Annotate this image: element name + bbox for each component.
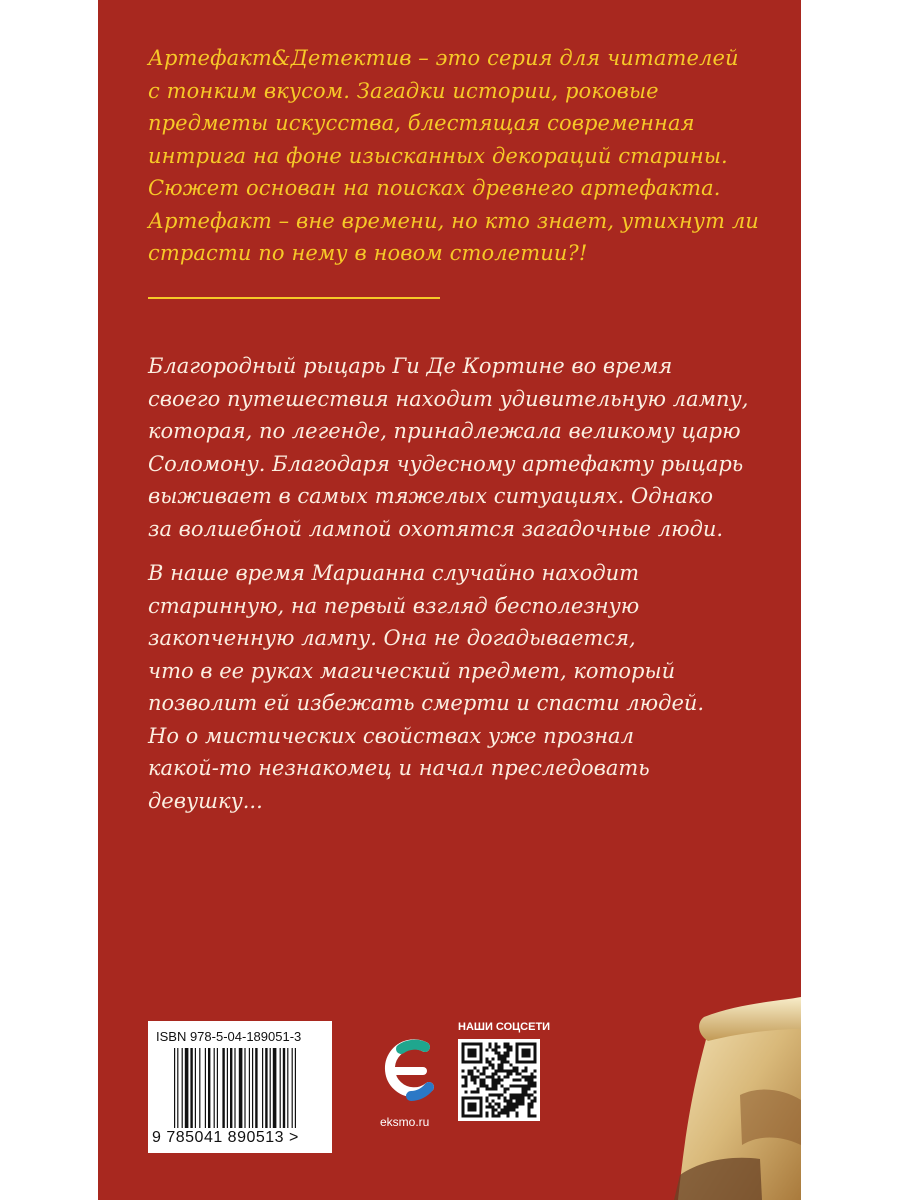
series-line: с тонким вкусом. Загадки истории, роковые [148, 78, 659, 103]
annotation-line: какой-то незнакомец и начал преследовать [148, 756, 650, 780]
annotation-paragraph-2 [148, 557, 788, 817]
annotation-line: В наше время Марианна случайно находит [148, 561, 640, 585]
annotation-line: позволит ей избежать смерти и спасти людей. [148, 691, 705, 715]
annotation-paragraph-1 [148, 350, 788, 545]
isbn-barcode [148, 1021, 332, 1153]
annotation-line: своего путешествия находит удивительную лампу, [148, 386, 749, 411]
annotation-line: девушку... [148, 788, 263, 813]
annotation-line: Но о мистических свойствах уже прознал [148, 723, 634, 748]
annotation-line: за волшебной лампой охотятся загадочные люди. [148, 516, 724, 541]
annotation-line: выживает в самых тяжелых ситуациях. Однако [148, 484, 714, 508]
book-back-cover [98, 0, 801, 1200]
series-line: интрига на фоне изысканных декораций старины. [148, 143, 728, 168]
barcode-bars [172, 1048, 322, 1128]
annotation-line: Благородный рыцарь Ги Де Кортине во время [148, 354, 673, 378]
annotation-line: что в ее руках магический предмет, который [148, 658, 676, 683]
series-line: предметы искусства, блестящая современная [148, 111, 695, 135]
section-divider [148, 297, 440, 299]
parchment-scroll-illustration [670, 985, 801, 1200]
social-qr-block [452, 1021, 551, 1153]
annotation-line: закопченную лампу. Она не догадывается, [148, 626, 636, 650]
eksmo-e-logo-icon [381, 1033, 439, 1107]
series-line: Сюжет основан на поисках древнего артефакта. [148, 176, 721, 200]
qr-code-icon[interactable] [458, 1039, 540, 1121]
isbn-label: ISBN 978-5-04-189051-3 [156, 1029, 302, 1044]
publisher-url[interactable]: eksmo.ru [380, 1115, 430, 1129]
social-title: НАШИ СОЦСЕТИ [458, 1021, 551, 1033]
annotation-line: которая, по легенде, принадлежала великому царю [148, 419, 741, 443]
series-line: Артефакт&Детектив – это серия для читателей [148, 46, 739, 70]
series-line: Артефакт – вне времени, но кто знает, утихнут ли [148, 208, 759, 233]
series-description [148, 42, 788, 270]
barcode-digits: 9 785041 890513 > [152, 1129, 299, 1146]
annotation-line: Соломону. Благодаря чудесному артефакту рыцарь [148, 451, 744, 476]
series-line: страсти по нему в новом столетии?! [148, 241, 588, 265]
annotation-line: старинную, на первый взгляд бесполезную [148, 593, 640, 618]
